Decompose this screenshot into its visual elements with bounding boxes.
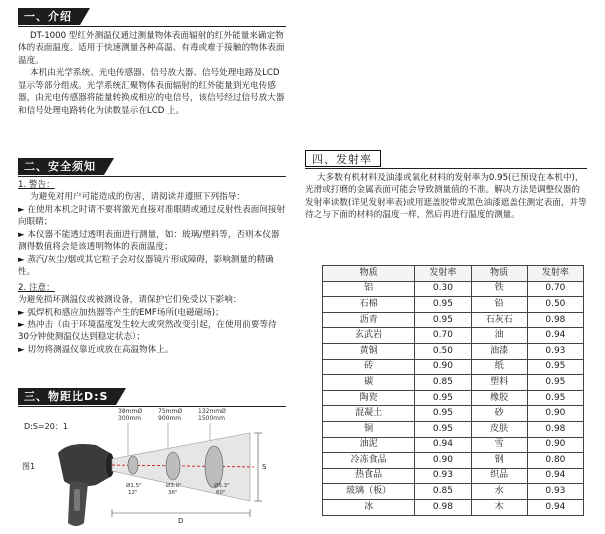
material-cell: 织品: [471, 468, 527, 484]
material-cell: 水: [471, 484, 527, 500]
spot-dist-label-1: 300mm: [118, 415, 142, 422]
emissivity-cell: 0.93: [415, 468, 471, 484]
table-row: [323, 453, 584, 469]
spot-inch-dist-2: 36": [168, 490, 178, 496]
table-row: [323, 375, 584, 391]
material-cell: 砖: [323, 359, 415, 375]
section-ds-title: 三、物距比D:S: [18, 388, 116, 405]
safety-text: [18, 179, 286, 356]
warning-item-1: ► 在使用本机之时请不要将激光直接对准眼睛或通过反射性表面间接射向眼睛；: [18, 204, 286, 228]
section-intro-title: 一、介绍: [18, 8, 80, 25]
emissivity-cell: 0.90: [415, 359, 471, 375]
material-cell: 铁: [471, 281, 527, 297]
emissivity-cell: 0.98: [527, 421, 583, 437]
emissivity-cell: 0.95: [415, 312, 471, 328]
material-cell: 木: [471, 499, 527, 515]
spot-inch-dist-3: 60": [216, 490, 226, 496]
emissivity-cell: 0.95: [415, 390, 471, 406]
material-cell: 油泥: [323, 437, 415, 453]
emissivity-cell: 0.95: [527, 359, 583, 375]
section-safety-heading: [18, 158, 286, 175]
emissivity-table: [322, 265, 584, 516]
emissivity-cell: 0.50: [527, 297, 583, 313]
warning-item-2: ► 本仪器不能透过透明表面进行测量，如：玻璃/塑料等，否则本仪器测得数值将会是该透明物体的表面温度；: [18, 229, 280, 253]
spot-size-label-1: 38mmØ: [118, 408, 143, 415]
emissivity-text: [305, 172, 587, 222]
table-row: [323, 297, 584, 313]
table-row: [323, 281, 584, 297]
emissivity-cell: 0.95: [415, 421, 471, 437]
note-title: 2. 注意：: [18, 282, 55, 293]
spot-inch-dist-1: 12": [128, 490, 138, 496]
section-intro-heading: [18, 8, 286, 25]
heading-arrow-icon: [116, 388, 126, 405]
thermometer-icon: [58, 444, 114, 526]
emissivity-cell: 0.90: [415, 453, 471, 469]
emissivity-cell: 0.94: [527, 328, 583, 344]
intro-text: [18, 30, 286, 117]
table-row: [323, 484, 584, 500]
material-cell: 砂: [471, 406, 527, 422]
spot-inch-label-3: Ø5.3": [214, 483, 230, 489]
col-header-material-2: 物质: [471, 266, 527, 282]
emissivity-cell: 0.90: [527, 437, 583, 453]
emissivity-cell: 0.85: [415, 375, 471, 391]
material-cell: 碳: [323, 375, 415, 391]
emissivity-cell: 0.50: [415, 343, 471, 359]
table-row: [323, 499, 584, 515]
intro-paragraph-2: 本机由光学系统、光电传感器、信号放大器、信号处理电路及LCD 显示等部分组成。光学系统汇聚物体表面辐射的红外能量到光电传感器，由光电传感器将能量转换成相应的电信号，该信号经过信号放大器和信号处理电路转化为读数显示在LCD 上。: [18, 68, 285, 116]
material-cell: 玻璃（板）: [323, 484, 415, 500]
section-emissivity-title: 四、发射率: [305, 150, 381, 167]
material-cell: 铅: [471, 297, 527, 313]
emissivity-cell: 0.93: [527, 343, 583, 359]
table-row: [323, 406, 584, 422]
material-cell: 混凝土: [323, 406, 415, 422]
distance-spot-diagram: [18, 405, 283, 530]
spot-circle-3: [205, 446, 223, 488]
col-header-emissivity-2: 发射率: [527, 266, 583, 282]
material-cell: 玄武岩: [323, 328, 415, 344]
note-intro: 为避免损坏测温仪或被测设备，请保护它们免受以下影响：: [18, 295, 242, 306]
warning-item-3: ► 蒸汽/灰尘/烟或其它粒子会对仪器镜片形成障碍，影响测量的精确性。: [18, 254, 274, 278]
spot-circle-2: [166, 452, 180, 480]
note-item-3: ► 切勿将测温仪靠近或放在高温物体上。: [18, 344, 174, 355]
table-row: [323, 468, 584, 484]
emissivity-cell: 0.94: [415, 437, 471, 453]
emissivity-table-body: [323, 281, 584, 515]
material-cell: 热食品: [323, 468, 415, 484]
emissivity-cell: 0.30: [415, 281, 471, 297]
intro-paragraph-1: DT-1000 型红外测温仪通过测量物体表面辐射的红外能量来确定物体的表面温度。适用于快速测量各种高温、有毒或难于接触的物体表面温度。: [18, 31, 285, 66]
emissivity-cell: 0.70: [415, 328, 471, 344]
spot-size-label-3: 132mmØ: [198, 408, 226, 415]
note-item-1: ► 弧焊机和感应加热器等产生的EMF场所(电磁磁场)；: [18, 307, 224, 318]
spot-circle-1: [128, 456, 138, 474]
table-row: [323, 437, 584, 453]
material-cell: 石棉: [323, 297, 415, 313]
table-row: [323, 359, 584, 375]
table-row: [323, 390, 584, 406]
emissivity-cell: 0.94: [527, 468, 583, 484]
emissivity-cell: 0.95: [415, 406, 471, 422]
heading-arrow-icon: [80, 8, 90, 25]
material-cell: 陶瓷: [323, 390, 415, 406]
material-cell: 油: [471, 328, 527, 344]
section-safety-title: 二、安全须知: [18, 158, 104, 175]
ds-ratio-label: D:S=20：1: [24, 422, 68, 431]
table-row: [323, 421, 584, 437]
warning-intro: 为避免对用户可能造成的伤害，请阅读并遵照下列指导：: [30, 192, 245, 203]
emissivity-cell: 0.80: [527, 453, 583, 469]
material-cell: 冷冻食品: [323, 453, 415, 469]
emissivity-cell: 0.70: [527, 281, 583, 297]
distance-d-label: D: [178, 517, 184, 525]
spot-dist-label-3: 1500mm: [198, 415, 225, 422]
emissivity-cell: 0.95: [527, 375, 583, 391]
spot-dist-label-2: 900mm: [158, 415, 182, 422]
material-cell: 皮肤: [471, 421, 527, 437]
material-cell: 橡胶: [471, 390, 527, 406]
spot-inch-label-1: Ø1.5": [126, 483, 142, 489]
emissivity-cell: 0.95: [527, 390, 583, 406]
table-row: [323, 328, 584, 344]
emissivity-cell: 0.90: [527, 406, 583, 422]
emissivity-cell: 0.98: [527, 312, 583, 328]
material-cell: 沥青: [323, 312, 415, 328]
emissivity-cell: 0.85: [415, 484, 471, 500]
material-cell: 雪: [471, 437, 527, 453]
table-row: [323, 343, 584, 359]
material-cell: 塑料: [471, 375, 527, 391]
material-cell: 黄铜: [323, 343, 415, 359]
heading-arrow-icon: [104, 158, 114, 175]
material-cell: 铜: [323, 421, 415, 437]
col-header-material-1: 物质: [323, 266, 415, 282]
emissivity-cell: 0.95: [415, 297, 471, 313]
measurement-notes: [305, 34, 590, 36]
spot-s-label: S: [262, 463, 267, 471]
emissivity-cell: 0.98: [415, 499, 471, 515]
spot-inch-label-2: Ø3.0": [166, 483, 182, 489]
note-item-2: ► 热冲击（由于环境温度发生较大或突然改变引起，在使用前要等待30分钟使测温仪达到稳定状态）；: [18, 319, 277, 343]
col-header-emissivity-1: 发射率: [415, 266, 471, 282]
emissivity-cell: 0.93: [527, 484, 583, 500]
material-cell: 石灰石: [471, 312, 527, 328]
section-emissivity-heading: [305, 150, 587, 167]
material-cell: 钢: [471, 453, 527, 469]
figure-label: 图1: [22, 462, 36, 471]
material-cell: 铝: [323, 281, 415, 297]
warning-title: 1. 警告：: [18, 180, 55, 190]
table-header-row: [323, 266, 584, 282]
material-cell: 油漆: [471, 343, 527, 359]
section-ds-heading: [18, 388, 286, 405]
material-cell: 冰: [323, 499, 415, 515]
spot-size-label-2: 75mmØ: [158, 408, 183, 415]
emissivity-paragraph: 大多数有机材料及油漆或氧化材料的发射率为0.95(已预设在本机中)，光滑或打磨的金属表面可能会导致测量值的不准。解决方法是调整仪器的发射率读数(详见发射率表)或用遮盖胶带或黑色油漆遮盖住测定表面，并等待之与下面的材料的温度一样，然后再进行温度的测量。: [305, 173, 587, 221]
emissivity-cell: 0.94: [527, 499, 583, 515]
material-cell: 纸: [471, 359, 527, 375]
table-row: [323, 312, 584, 328]
